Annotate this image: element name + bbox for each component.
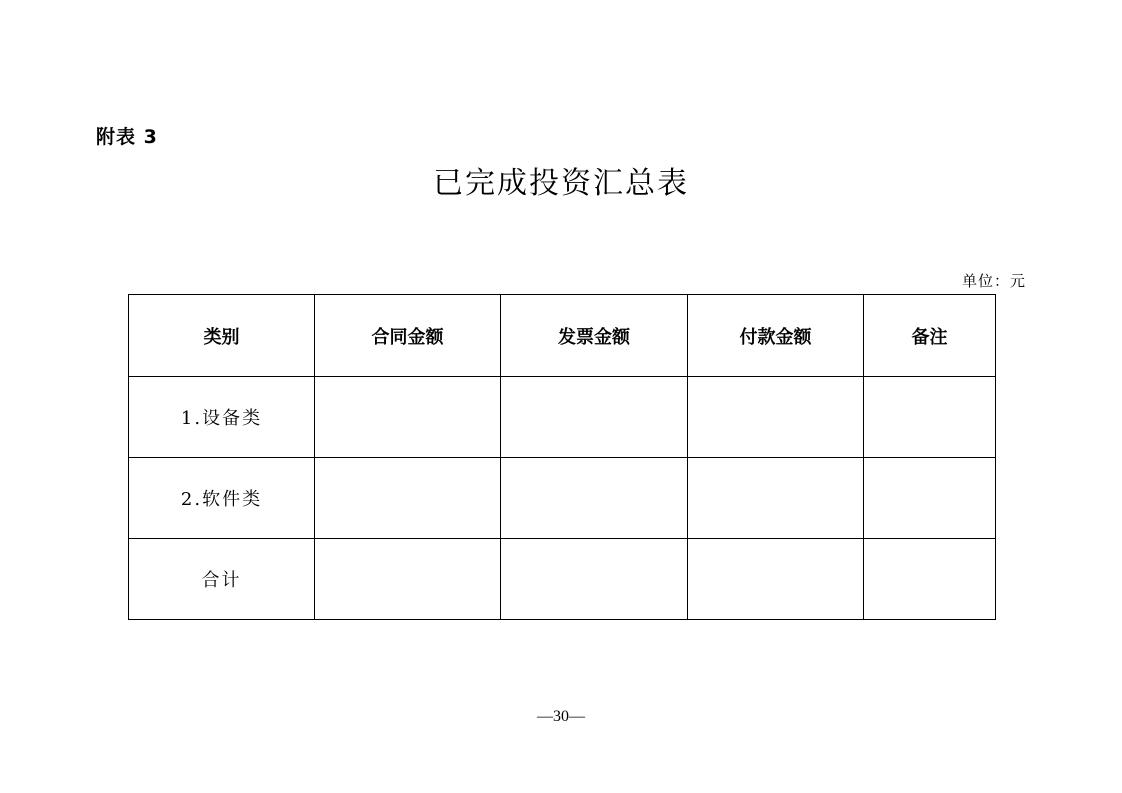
cell-contract-amount bbox=[315, 377, 501, 458]
appendix-label: 附表 3 bbox=[96, 126, 158, 148]
page-number: —30— bbox=[537, 708, 585, 725]
unit-note: 单位：元 bbox=[961, 272, 1026, 290]
header-invoice-amount: 发票金额 bbox=[501, 295, 688, 377]
cell-category: 1.设备类 bbox=[129, 377, 315, 458]
cell-remarks bbox=[864, 377, 996, 458]
table-total-row bbox=[129, 539, 996, 620]
table-row bbox=[129, 377, 996, 458]
cell-remarks bbox=[864, 458, 996, 539]
cell-invoice-amount bbox=[501, 539, 688, 620]
cell-invoice-amount bbox=[501, 377, 688, 458]
cell-invoice-amount bbox=[501, 458, 688, 539]
table-header-row bbox=[129, 295, 996, 377]
cell-payment-amount bbox=[688, 539, 864, 620]
cell-contract-amount bbox=[315, 539, 501, 620]
cell-remarks bbox=[864, 539, 996, 620]
header-payment-amount: 付款金额 bbox=[688, 295, 864, 377]
investment-summary-table bbox=[128, 294, 996, 620]
header-category: 类别 bbox=[129, 295, 315, 377]
table-row bbox=[129, 458, 996, 539]
cell-contract-amount bbox=[315, 458, 501, 539]
cell-category: 2.软件类 bbox=[129, 458, 315, 539]
cell-payment-amount bbox=[688, 377, 864, 458]
header-remarks: 备注 bbox=[864, 295, 996, 377]
header-contract-amount: 合同金额 bbox=[315, 295, 501, 377]
cell-payment-amount bbox=[688, 458, 864, 539]
cell-category: 合计 bbox=[129, 539, 315, 620]
document-title: 已完成投资汇总表 bbox=[433, 166, 689, 201]
